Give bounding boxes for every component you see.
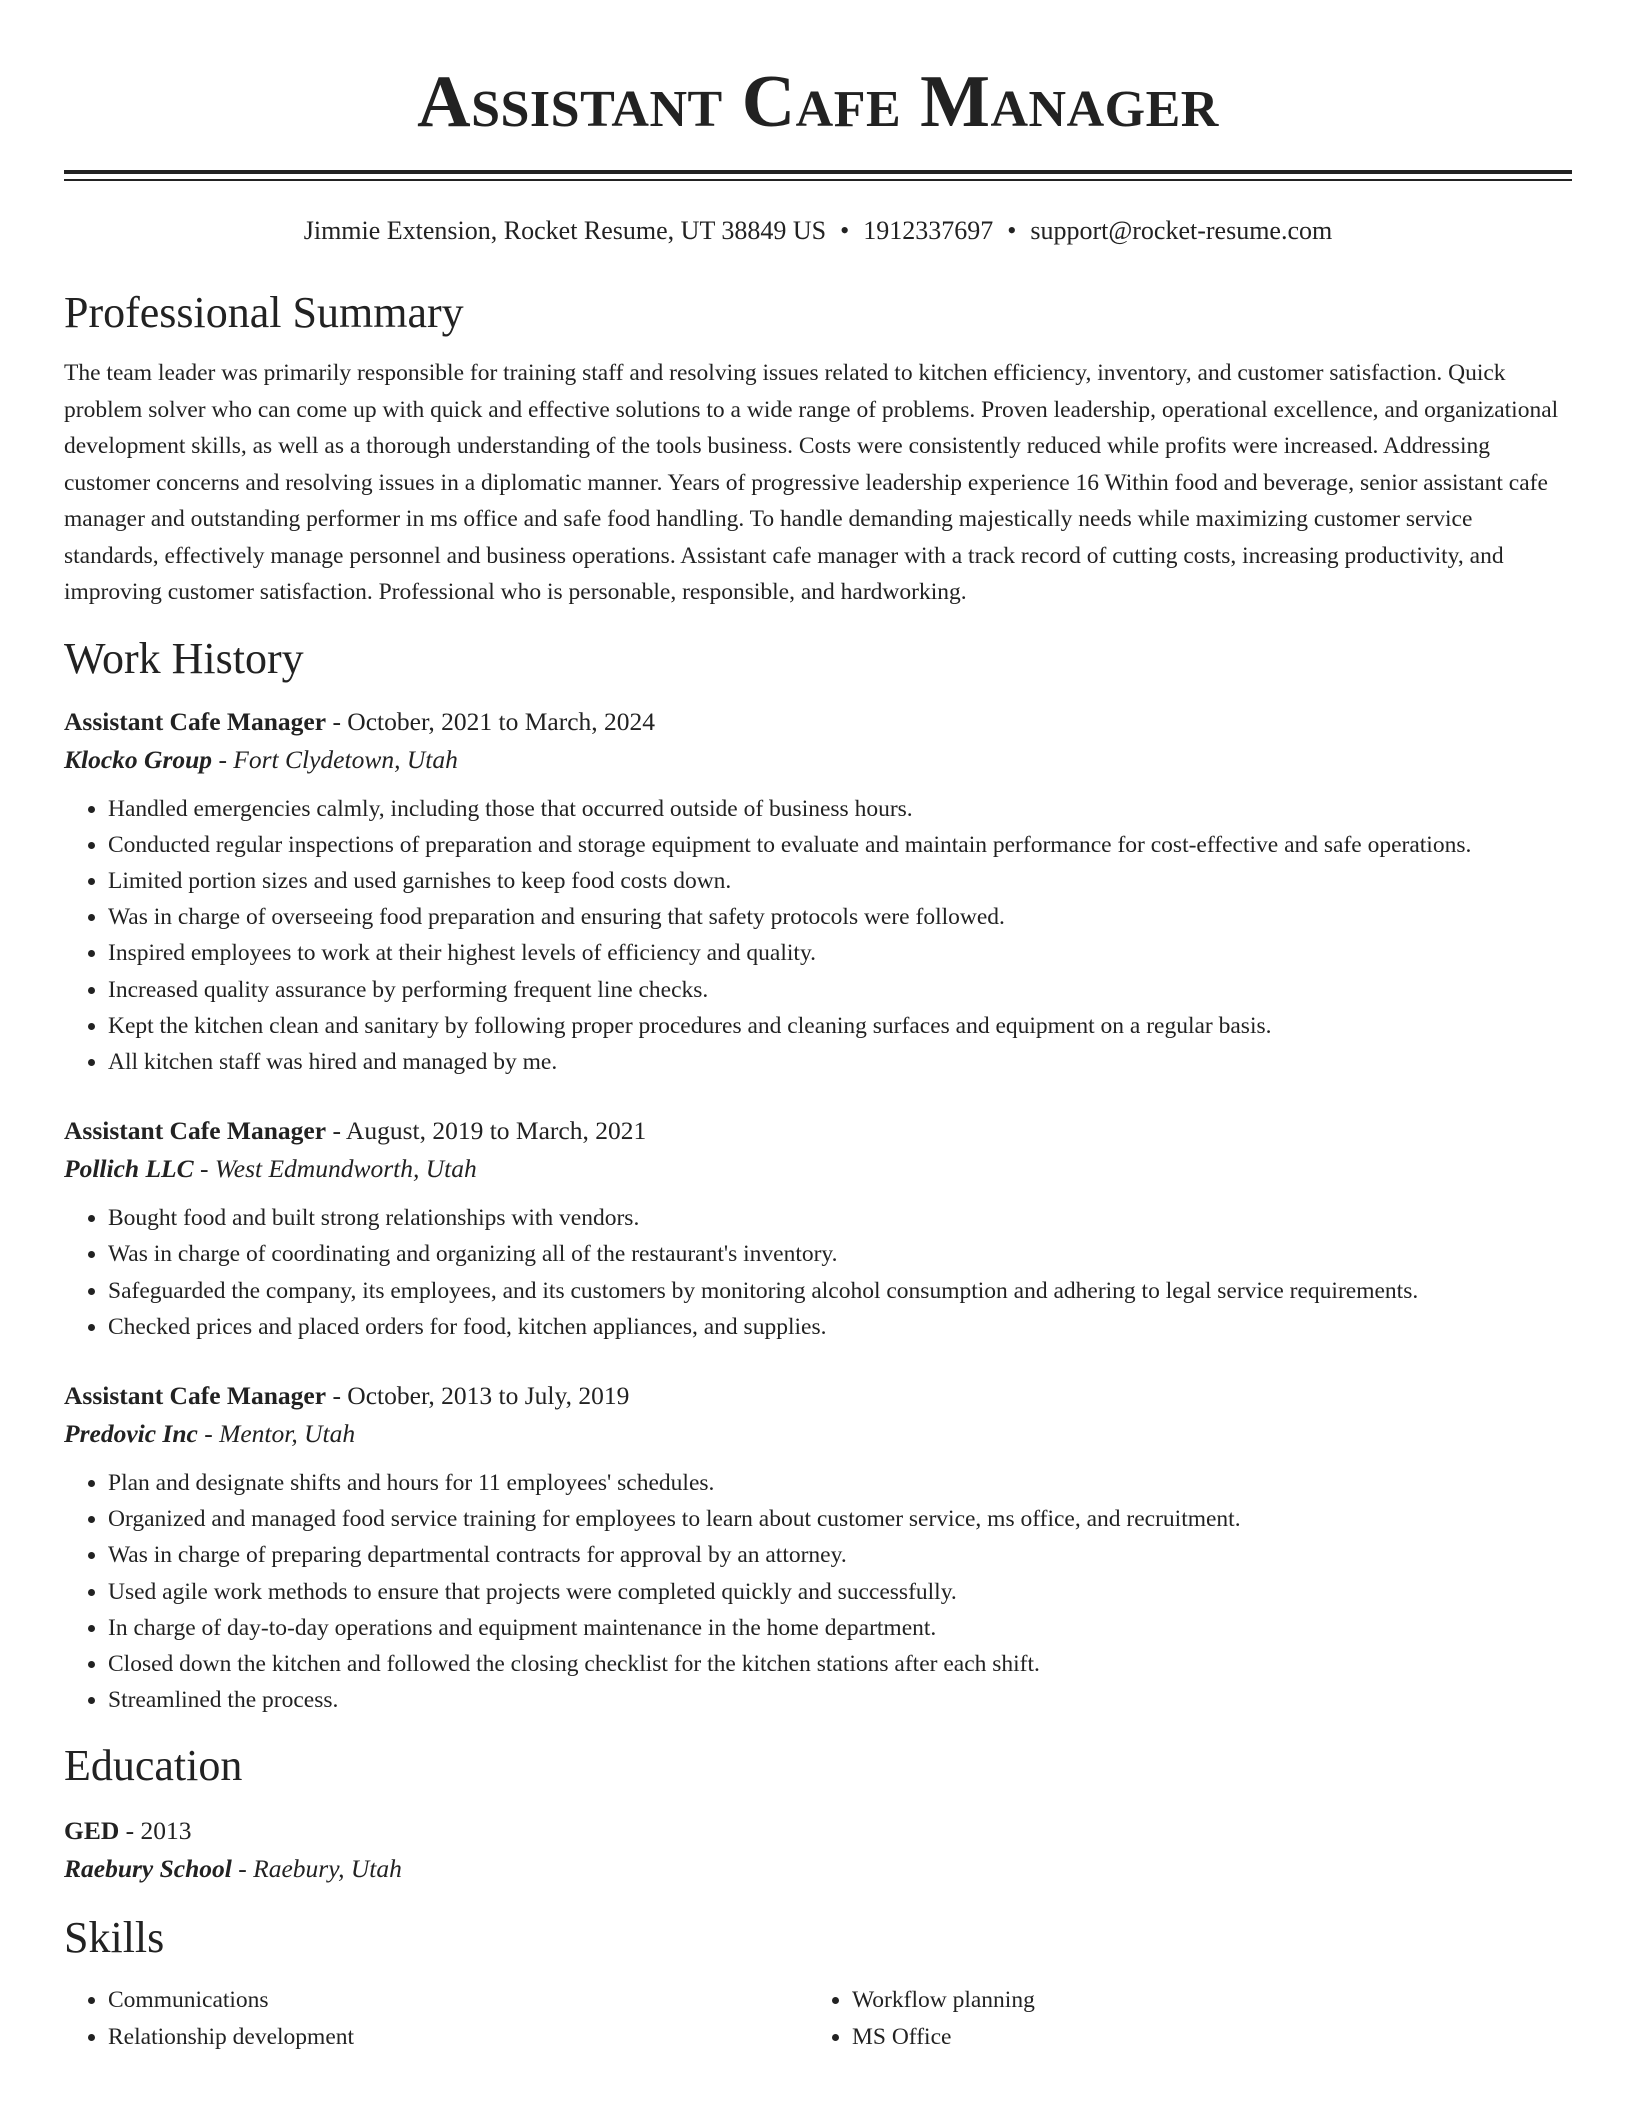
job-bullet: • Bought food and built strong relationships with vendors.: [108, 1200, 1572, 1236]
skills-column-right: [808, 1982, 1552, 2054]
job-company-line: [64, 1150, 1572, 1188]
job-bullet: • Inspired employees to work at their highest levels of efficiency and quality.: [108, 935, 1572, 971]
job-company: Klocko Group: [64, 744, 213, 774]
resume-title: Assistant Cafe Manager: [417, 61, 1219, 143]
summary-text: The team leader was primarily responsible for training staff and resolving issues related to kitchen efficiency, inventory, and customer satisfaction. Quick problem solver who can come up with quick and effective solutions to a wide range of problems. Proven leadership, operational excellence, and organizational development skills, as well as a thorough understanding of the tools business. Costs were consistently reduced while profits were increased. Addressing customer concerns and resolving issues in a diplomatic manner. Years of progressive leadership experience 16 Within food and beverage, senior assistant cafe manager and outstanding performer in ms office and safe food handling. To handle demanding majestically needs while maximizing customer service standards, effectively manage personnel and business operations. Assistant cafe manager with a track record of cutting costs, increasing productivity, and improving customer satisfaction. Professional who is personable, responsible, and hardworking.: [64, 360, 1559, 605]
contact-separator: •: [840, 216, 850, 245]
job-company-line: [64, 741, 1572, 779]
job-dates: - October, 2013 to July, 2019: [326, 1380, 630, 1410]
job-bullet: • Used agile work methods to ensure that projects were completed quickly and successfully.: [108, 1574, 1572, 1610]
skill-item: • Workflow planning: [852, 1982, 1552, 2018]
job-title: Assistant Cafe Manager: [64, 1380, 327, 1410]
job-entry: [64, 1112, 1572, 1345]
job-bullets: [64, 791, 1572, 1081]
resume-page: [64, 0, 1572, 2055]
job-bullet: • All kitchen staff was hired and managed by me.: [108, 1044, 1572, 1080]
job-company-line: [64, 1415, 1572, 1453]
section-title-work-history: Work History: [64, 633, 304, 683]
job-bullets: [64, 1465, 1572, 1718]
job-location: - Mentor, Utah: [197, 1418, 356, 1448]
job-location: - West Edmundworth, Utah: [193, 1154, 477, 1184]
education-heading: [64, 1812, 1572, 1850]
job-bullet: • Increased quality assurance by performing frequent line checks.: [108, 972, 1572, 1008]
job-bullet: • In charge of day-to-day operations and equipment maintenance in the home department.: [108, 1610, 1572, 1646]
title-divider-thin: [64, 179, 1572, 181]
contact-address: Jimmie Extension, Rocket Resume, UT 38849 US: [303, 216, 827, 245]
job-bullet: • Conducted regular inspections of preparation and storage equipment to evaluate and maintain performance for cost-effective and safe operations.: [108, 827, 1572, 863]
contact-phone: 1912337697: [863, 216, 994, 245]
education-location: - Raebury, Utah: [231, 1854, 402, 1884]
job-bullet: • Plan and designate shifts and hours for 11 employees' schedules.: [108, 1465, 1572, 1501]
contact-email[interactable]: support@rocket-resume.com: [1030, 216, 1333, 245]
skill-item: • Communications: [108, 1982, 808, 2018]
skills-column-left: [64, 1982, 808, 2054]
job-bullet: • Checked prices and placed orders for food, kitchen appliances, and supplies.: [108, 1309, 1572, 1345]
education-entry: [64, 1812, 1572, 1888]
job-title: Assistant Cafe Manager: [64, 706, 327, 736]
job-heading: [64, 1377, 1572, 1415]
job-heading: [64, 1112, 1572, 1150]
section-title-education: Education: [64, 1741, 243, 1791]
section-title-skills: Skills: [64, 1913, 165, 1963]
education-degree: GED: [64, 1816, 120, 1846]
job-bullet: • Was in charge of coordinating and organizing all of the restaurant's inventory.: [108, 1236, 1572, 1272]
job-bullet: • Handled emergencies calmly, including those that occurred outside of business hours.: [108, 791, 1572, 827]
job-bullet: • Safeguarded the company, its employees, and its customers by monitoring alcohol consumption and adhering to legal service requirements.: [108, 1273, 1572, 1309]
job-location: - Fort Clydetown, Utah: [212, 744, 458, 774]
education-school: Raebury School: [64, 1854, 232, 1884]
education-school-line: [64, 1850, 1572, 1888]
job-dates: - October, 2021 to March, 2024: [326, 706, 656, 736]
title-divider-thick: [64, 170, 1572, 174]
job-bullet: • Limited portion sizes and used garnishes to keep food costs down.: [108, 863, 1572, 899]
section-title-summary: Professional Summary: [64, 288, 464, 337]
job-bullet: • Streamlined the process.: [108, 1682, 1572, 1718]
job-bullets: [64, 1200, 1572, 1345]
job-entry: [64, 703, 1572, 1081]
contact-line: [64, 215, 1572, 247]
job-heading: [64, 703, 1572, 741]
job-dates: - August, 2019 to March, 2021: [326, 1116, 647, 1146]
job-company: Pollich LLC: [64, 1154, 194, 1184]
job-bullet: • Was in charge of preparing departmental contracts for approval by an attorney.: [108, 1537, 1572, 1573]
job-entry: [64, 1377, 1572, 1718]
education-year: - 2013: [119, 1816, 192, 1846]
job-bullet: • Kept the kitchen clean and sanitary by following proper procedures and cleaning surfaces and equipment on a regular basis.: [108, 1008, 1572, 1044]
job-bullet: • Organized and managed food service training for employees to learn about customer service, ms office, and recruitment.: [108, 1501, 1572, 1537]
job-title: Assistant Cafe Manager: [64, 1116, 327, 1146]
skill-item: • MS Office: [852, 2019, 1552, 2055]
job-bullet: • Was in charge of overseeing food preparation and ensuring that safety protocols were followed.: [108, 899, 1572, 935]
contact-separator: •: [1007, 216, 1017, 245]
skill-item: • Relationship development: [108, 2019, 808, 2055]
skills-list: [64, 1982, 1572, 2054]
job-company: Predovic Inc: [64, 1418, 198, 1448]
job-bullet: • Closed down the kitchen and followed the closing checklist for the kitchen stations after each shift.: [108, 1646, 1572, 1682]
